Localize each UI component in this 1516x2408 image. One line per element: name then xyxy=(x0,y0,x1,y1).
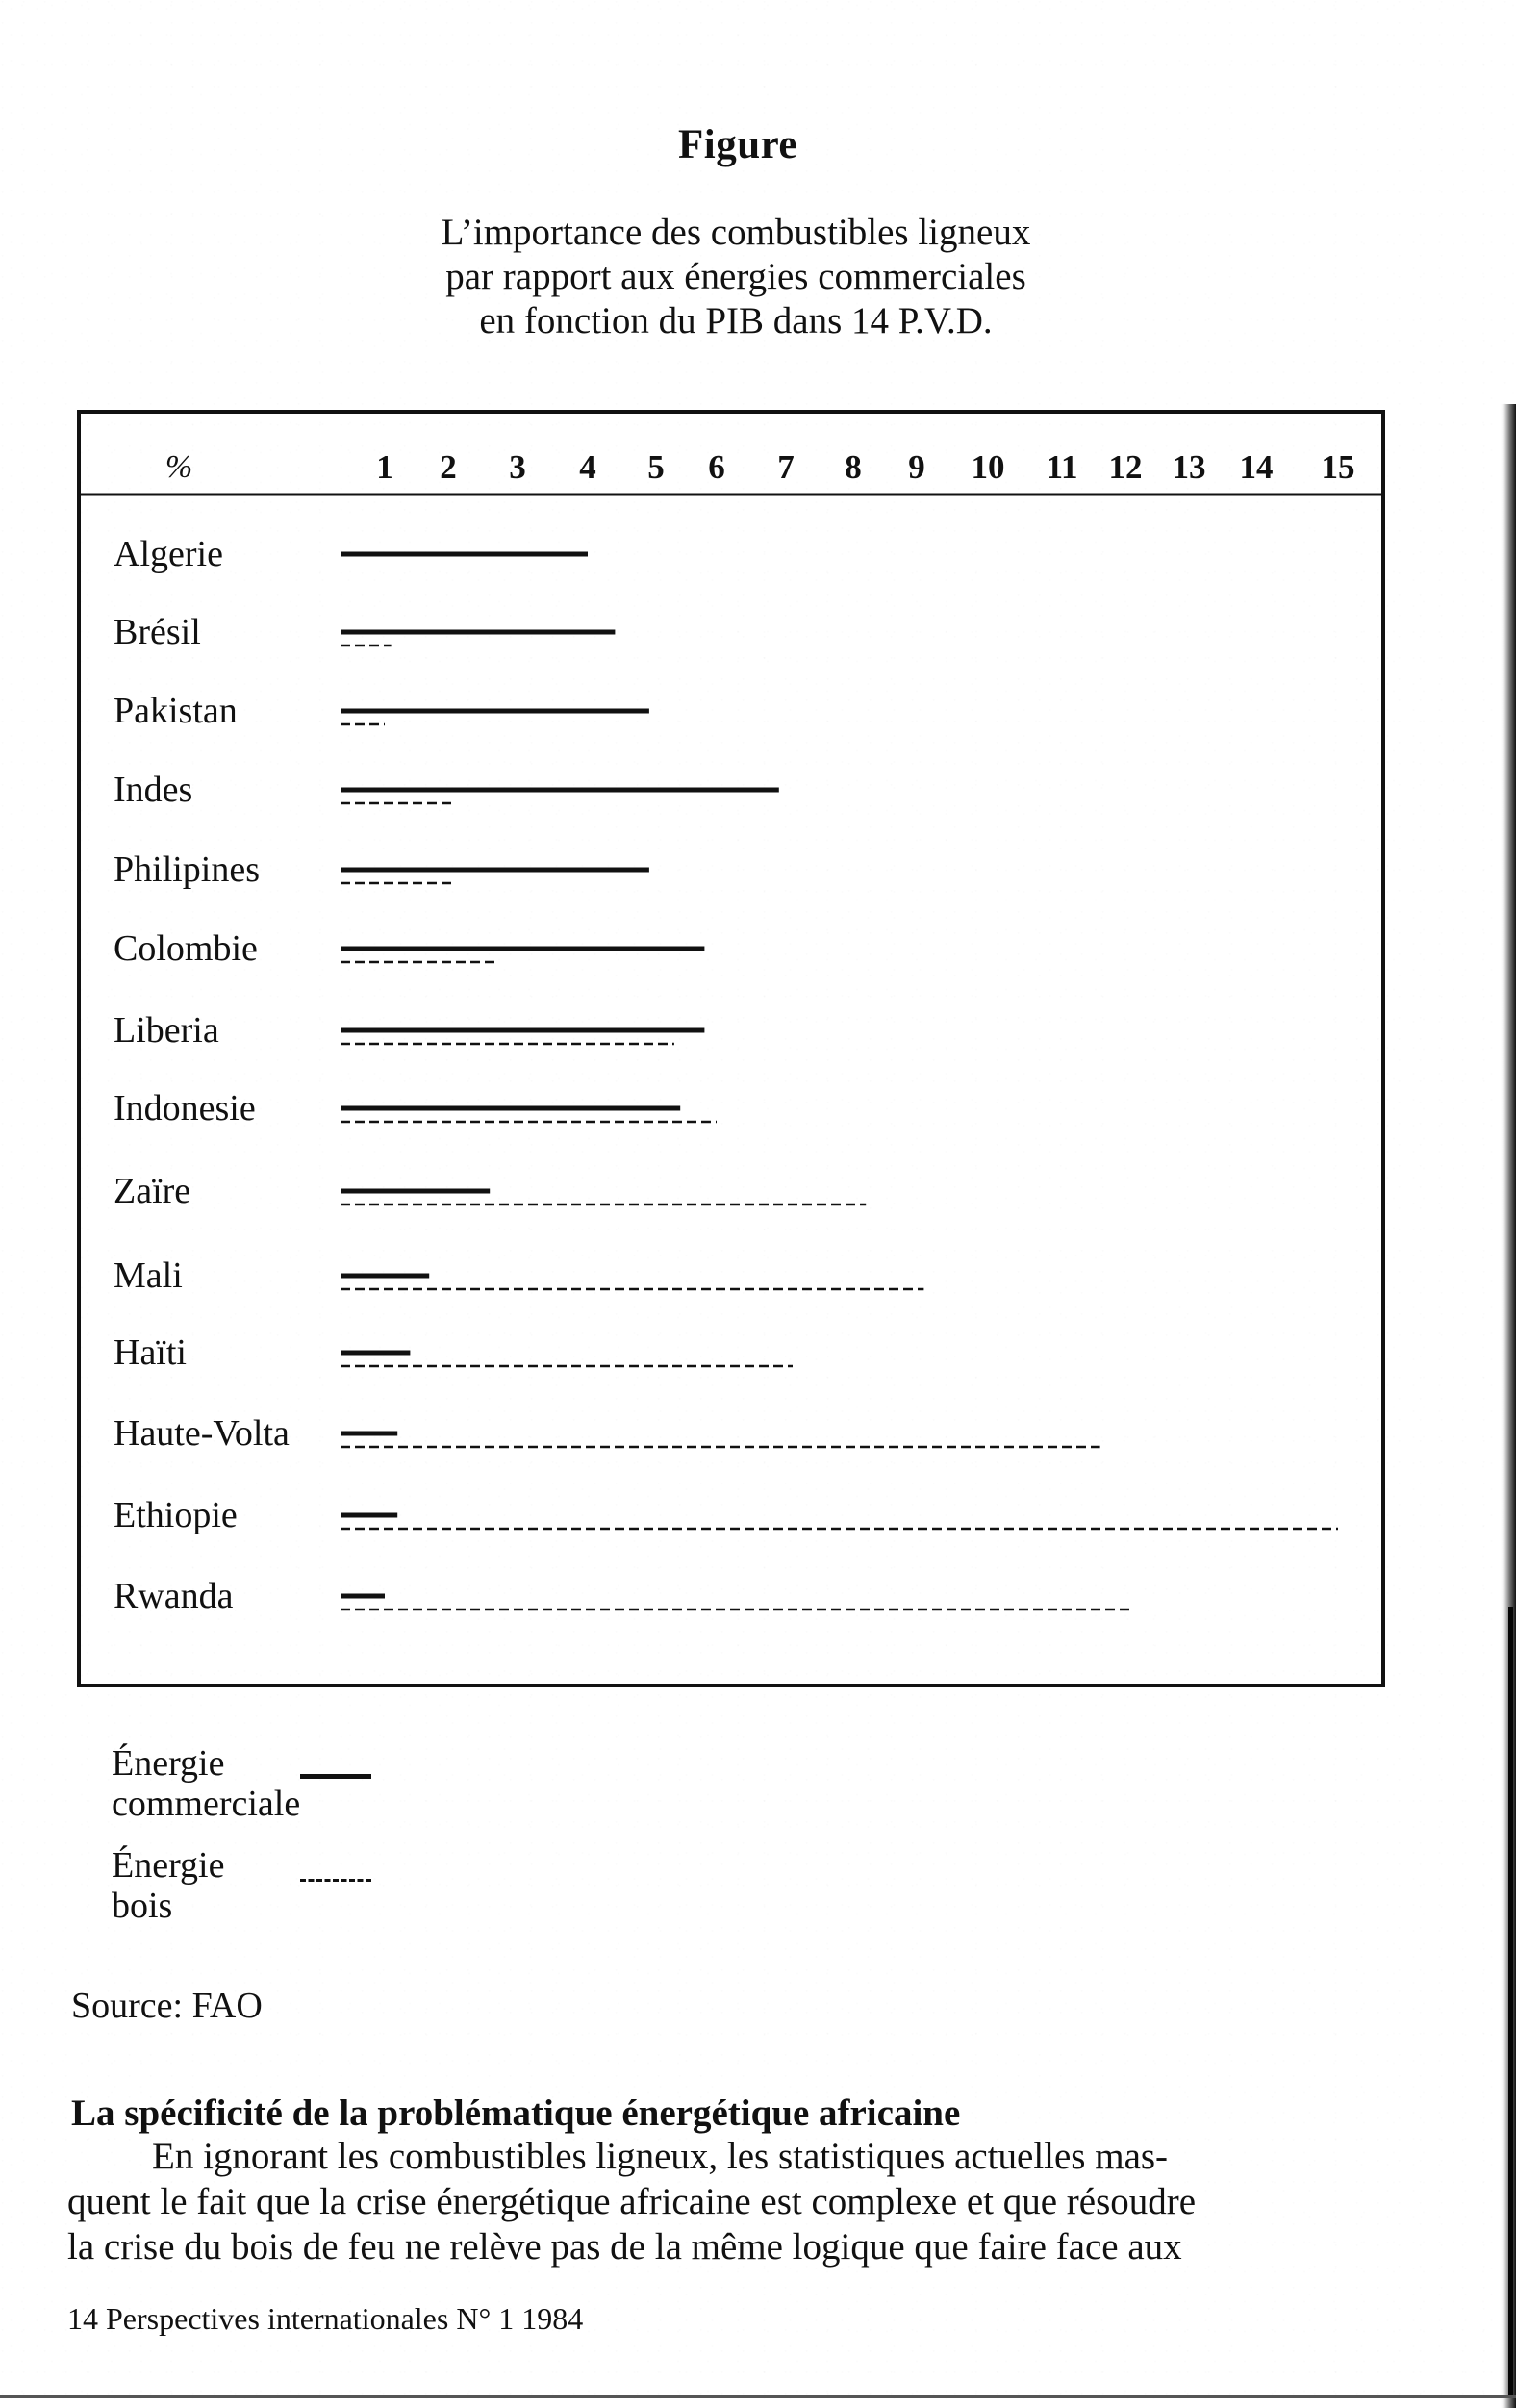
section-paragraph xyxy=(67,2134,1361,2269)
x-tick-label-5: 5 xyxy=(647,448,665,486)
legend-commercial-line-1: Énergie xyxy=(112,1743,225,1784)
row-label-pakistan: Pakistan xyxy=(114,691,238,731)
legend-commercial-line-2: commerciale xyxy=(112,1784,301,1824)
bottom-scan-rule xyxy=(0,2395,1516,2398)
figure-caption xyxy=(394,211,1077,343)
x-tick-label-1: 1 xyxy=(376,448,393,486)
figure-caption-line: L’importance des combustibles ligneux xyxy=(441,212,1031,253)
row-label-colombie: Colombie xyxy=(114,928,258,969)
x-tick-label-3: 3 xyxy=(509,448,526,486)
row-label-ha-ti: Haïti xyxy=(114,1332,187,1373)
row-label-za-re: Zaïre xyxy=(114,1171,191,1211)
x-tick-label-15: 15 xyxy=(1321,448,1355,486)
legend-wood-label xyxy=(112,1845,224,1926)
x-tick-label-4: 4 xyxy=(579,448,596,486)
figure-label: Figure xyxy=(678,122,798,167)
row-label-ethiopie: Ethiopie xyxy=(114,1495,238,1535)
row-label-br-sil: Brésil xyxy=(114,612,201,652)
chart-svg xyxy=(81,414,1381,1684)
x-tick-label-8: 8 xyxy=(845,448,862,486)
figure-caption-line: par rapport aux énergies commerciales xyxy=(445,256,1026,297)
x-tick-label-9: 9 xyxy=(908,448,925,486)
legend-wood-line-2: bois xyxy=(112,1886,173,1926)
row-label-algerie: Algerie xyxy=(114,534,223,574)
paragraph-line: quent le fait que la crise énergétique africaine est complexe et que résoudre xyxy=(67,2181,1197,2222)
x-tick-label-2: 2 xyxy=(440,448,457,486)
row-label-philipines: Philipines xyxy=(114,849,261,890)
x-tick-label-7: 7 xyxy=(777,448,795,486)
row-label-rwanda: Rwanda xyxy=(114,1576,234,1616)
row-label-indes: Indes xyxy=(114,770,193,810)
x-tick-label-11: 11 xyxy=(1046,448,1078,486)
row-label-haute-volta: Haute-Volta xyxy=(114,1413,290,1454)
x-tick-label-12: 12 xyxy=(1108,448,1143,486)
paragraph-line: la crise du bois de feu ne relève pas de la même logique que faire face aux xyxy=(67,2226,1182,2268)
section-heading: La spécificité de la problématique énergétique africaine xyxy=(71,2092,961,2134)
legend-wood-line-1: Énergie xyxy=(112,1845,225,1886)
source-note: Source: FAO xyxy=(71,1986,263,2026)
x-tick-label-6: 6 xyxy=(708,448,725,486)
x-tick-label-10: 10 xyxy=(971,448,1005,486)
paragraph-line: En ignorant les combustibles ligneux, les statistiques actuelles mas- xyxy=(152,2136,1169,2177)
scan-edge xyxy=(1501,404,1516,2408)
x-tick-label-14: 14 xyxy=(1239,448,1274,486)
legend-commercial-solid-line xyxy=(300,1774,371,1779)
row-label-indonesie: Indonesie xyxy=(114,1088,256,1128)
page-footer: 14 Perspectives internationales N° 1 1984 xyxy=(67,2301,584,2336)
energy-comparison-chart xyxy=(77,410,1385,1687)
legend-wood-dashed-line xyxy=(300,1879,371,1882)
row-label-mali: Mali xyxy=(114,1255,183,1296)
legend-commercial-label xyxy=(112,1743,300,1824)
row-label-liberia: Liberia xyxy=(114,1010,219,1051)
x-unit-label: % xyxy=(164,449,193,485)
figure-caption-line: en fonction du PIB dans 14 P.V.D. xyxy=(479,300,993,342)
x-tick-label-13: 13 xyxy=(1172,448,1206,486)
